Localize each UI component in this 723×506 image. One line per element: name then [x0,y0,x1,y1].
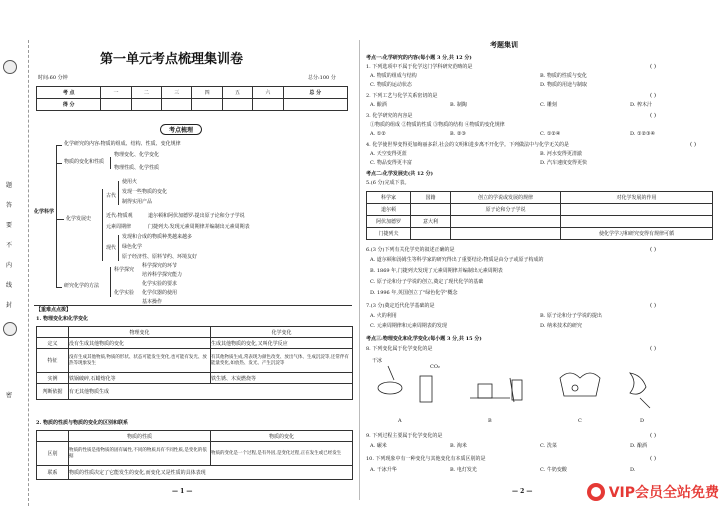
property-table [36,430,353,480]
key-point-title: 1. 物理变化和化学变化 [36,316,88,322]
question: 3. 化学研究的内容是 [366,113,413,119]
mindmap-node: 科学探究的环节 [142,263,178,269]
option[interactable]: C. 元素周期律和元素周期表的发现 [370,323,447,329]
option[interactable]: B. 电灯发光 [450,467,477,473]
table-cell: 道尔顿 [367,204,411,216]
option[interactable]: B. 制陶 [450,102,467,108]
table-cell: 阿伏加德罗 [367,216,411,228]
left-page [0,0,359,506]
mindmap-node: 化学实验的要求 [142,281,178,287]
score-input-cell[interactable] [192,99,222,111]
score-cell: 考 点 [37,87,101,99]
option[interactable]: A. 天空变得更蓝 [370,151,407,157]
table-cell[interactable] [411,204,451,216]
score-table [36,86,348,111]
score-cell: 三 [162,87,192,99]
question: 1. 下列选项中不属于化学这门学科研究范畴的是 [366,64,473,70]
table-header: 创立的学说或发展的规律 [451,192,561,204]
score-cell: 一 [101,87,131,99]
watermark-text: VIP会员全站免费 [608,485,719,501]
figure-sublabel: 干冰 [372,358,383,364]
binding-char: 不 [6,242,13,249]
answer-paren[interactable]: ( ) [650,433,657,439]
table-cell: 区别 [37,442,69,466]
binding-margin [0,40,29,506]
table-header: 物质的变化 [211,431,353,442]
binding-hole-icon [3,60,17,74]
question: 2. 下列工艺与化学关系密切的是 [366,93,438,99]
table-cell: 门捷列夫 [367,228,411,240]
option[interactable]: A. 物质的组成与结构 [370,73,417,79]
time-label: 时间:60 分钟 [38,75,68,81]
change-table [36,326,353,400]
total-score-label: 总分:100 分 [308,75,336,81]
binding-char: 密 [6,392,13,399]
option[interactable]: C. 物品变得更丰富 [370,160,412,166]
binding-char: 答 [6,202,13,209]
score-input-cell[interactable] [253,99,283,111]
option[interactable]: D. [630,467,636,473]
page-number: — 2 — [512,488,533,495]
table-cell: 没有生成其他物质,物质的形状、状态可能发生变化,也可能有发光、放热等现象发生 [69,349,211,373]
mindmap-node: 门捷列夫:发现元素周期律并编制出元素周期表 [148,224,250,230]
score-cell: 六 [253,87,283,99]
figure-label[interactable]: D [640,418,645,424]
section-title: 考点二:化学发展史(共 12 分) [366,171,434,177]
answer-paren[interactable]: ( ) [650,247,657,253]
binding-char: 内 [6,262,13,269]
figure-label[interactable]: B [488,418,492,424]
mindmap-node: 物理性质、化学性质 [114,165,160,171]
binding-char: 线 [6,282,13,289]
table-header: 科学家 [367,192,411,204]
option[interactable]: C. 物质的运动状态 [370,82,412,88]
table-cell: 铁生锈、木炭燃烧等 [211,373,353,384]
section-title: 考点一:化学研究的内容(每小题 3 分,共 12 分) [366,55,472,61]
option[interactable]: C. ①②④ [540,131,561,137]
score-cell: 总 分 [283,87,347,99]
option[interactable]: B. 1869 年,门捷列夫发现了元素周期律并编制出元素周期表 [370,268,503,274]
key-points-heading: 【重难点点拨】 [36,307,72,313]
mindmap-node: 现代 [106,245,117,251]
mindmap-node: 物质的变化和性质 [64,159,105,165]
question: 6.(3 分)下列有关化学史的叙述正确的是 [366,247,455,253]
option[interactable]: C. 雕刻 [540,102,557,108]
answer-paren[interactable]: ( ) [650,113,657,119]
score-input-cell[interactable] [162,99,192,111]
question: 10. 下列现象中有一种变化与其他变化有本质区别的是 [366,456,486,462]
table-cell[interactable] [561,204,713,216]
binding-hole-icon [3,322,17,336]
mindmap-node: 原子经济性、原料节约、环境友好 [122,254,198,260]
table-cell: 实例 [37,373,69,384]
option[interactable]: B. ②③ [450,131,466,137]
table-cell: 物质的性质是指物质的固有属性,不同的物质具有不同性质,是变化的依据 [69,442,211,466]
table-cell[interactable] [451,216,561,228]
table-header: 对化学发展的作用 [561,192,713,204]
page-number: — 1 — [172,488,193,495]
mindmap-node: 化学研究的内容:物质的组成、结构、性质、变化规律 [64,141,181,147]
table-cell: 生成其他物质的变化,又叫化学反应 [211,338,353,349]
vip-logo-icon [587,483,605,501]
mindmap-node: 化学发展史 [66,216,92,222]
option[interactable]: C. 牛奶变酸 [540,467,567,473]
mindmap-root: 化学科学 [34,209,55,215]
option[interactable]: D. ①②③④ [630,131,655,137]
table-cell: 铁锅破碎,石蜡熔化等 [69,373,211,384]
section-header: 考题集训 [490,40,518,49]
option[interactable]: B. 物质的性质与变化 [540,73,587,79]
table-header: 化学变化 [211,327,353,338]
question: 8. 下列变化属于化学变化的是 [366,346,433,352]
history-table [366,191,713,240]
vip-watermark[interactable] [587,482,719,502]
table-cell[interactable] [451,228,561,240]
answer-paren[interactable]: ( ) [650,64,657,70]
table-cell: 没有生成其他物质的变化 [69,338,211,349]
mindmap-node: 近代:物质观 [106,213,133,219]
table-cell: 判断依据 [37,384,69,400]
figure-sublabel: CO₂ [430,364,440,370]
mind-map [34,135,354,305]
table-cell[interactable] [411,228,451,240]
table-cell: 意大利 [411,216,451,228]
mindmap-node: 古代 [106,193,117,199]
table-cell: 物质的变化是一个过程,是有外因,是变化过程,正在发生或已经发生 [211,442,353,466]
table-cell: 联系 [37,466,69,480]
option[interactable]: D. 酿酒 [630,443,648,449]
experiment-illustration-icon [370,358,670,418]
mindmap-node: 发现和合成的物质种类越来越多 [122,234,193,240]
mindmap-node: 元素周期律 [106,224,132,230]
table-cell: 定义 [37,338,69,349]
table-header: 国籍 [411,192,451,204]
mindmap-node: 绿色化学 [122,244,143,250]
score-cell: 二 [131,87,161,99]
table-cell: 使化学学习和研究变得有规律可循 [561,228,713,240]
score-cell: 得 分 [37,99,101,111]
score-input-cell[interactable] [283,99,347,111]
answer-paren[interactable]: ( ) [650,346,657,352]
question: 5.(6 分)完成下表。 [366,180,410,186]
right-page [360,0,723,506]
score-input-cell[interactable] [222,99,252,111]
table-header [37,431,69,442]
mindmap-node: 发现一些物质的变化 [122,189,168,195]
option[interactable]: D. 纳米技术的研究 [540,323,583,329]
key-point-title: 2. 物质的性质与物质的变化的区别和联系 [36,420,128,426]
binding-char: 要 [6,222,13,229]
answer-paren[interactable]: ( ) [650,303,657,309]
option[interactable]: C. 洗菜 [540,443,557,449]
table-header: 物质的性质 [69,431,211,442]
mindmap-node: 科学探究 [114,267,135,273]
table-cell: 有无其他物质生成 [69,384,353,400]
table-cell: 物质的性质决定了它能发生的变化,而变化又是性质的具体表现 [69,466,353,480]
answer-paren[interactable]: ( ) [650,93,657,99]
option[interactable]: A. 碾米 [370,443,387,449]
score-input-cell[interactable] [131,99,161,111]
table-cell: 特征 [37,349,69,373]
score-cell: 四 [192,87,222,99]
mindmap-node: 培养科学探究能力 [142,272,183,278]
binding-char: 封 [6,302,13,309]
mindmap-node: 化学仪器的使用 [142,290,178,296]
option[interactable]: B. 河水变得更清澈 [540,151,582,157]
mindmap-node: 道尔顿和阿伏加德罗:提出原子论和分子学说 [148,213,245,219]
option[interactable]: D. 榨木汁 [630,102,653,108]
mindmap-node: 化学实验 [114,290,135,296]
mindmap-node: 使用火 [122,179,138,185]
option[interactable]: B. 淘米 [450,443,467,449]
option[interactable]: C. 原子论和分子学说的创立,奠定了现代化学的基础 [370,279,484,285]
figure-label[interactable]: C [578,418,582,424]
section-pill: 考点梳理 [160,124,202,135]
table-cell[interactable] [561,216,713,228]
question: 4. 化学使世界变得更加绚丽多彩,社会的文明和进步离不开化学。下列做法中与化学无关的是 [366,142,569,148]
page-title: 第一单元考点梳理集训卷 [100,52,244,67]
section-title: 考点三:物理变化和化学变化(每小题 3 分,共 15 分) [366,336,482,342]
mindmap-node: 研究化学的方法 [64,283,100,289]
binding-char: 题 [6,182,13,189]
option[interactable]: A. 酿酒 [370,102,387,108]
mindmap-node: 物理变化、化学变化 [114,152,160,158]
answer-paren[interactable]: ( ) [690,142,697,148]
question: 9. 下列过程主要属于化学变化的是 [366,433,443,439]
option[interactable]: D. 1996 年,英国创立了"绿色化学"概念 [370,290,458,296]
option[interactable]: D. 物质的用途与制取 [540,82,588,88]
mindmap-node: 基本操作 [142,299,163,305]
mindmap-node: 制得实用产品 [122,199,153,205]
question: 7.(3 分)奠定近代化学基础的是 [366,303,435,309]
figure-label[interactable]: A [398,418,402,424]
option[interactable]: B. 原子论和分子学说的提出 [540,313,602,319]
option[interactable]: A. 道尔顿和汤姆生等科学家的研究得出了重要结论:物质是由分子或原子构成的 [370,257,544,263]
option[interactable]: A. 干冰升华 [370,467,397,473]
score-input-cell[interactable] [101,99,131,111]
option[interactable]: D. 汽车速度变得更快 [540,160,588,166]
score-cell: 五 [222,87,252,99]
table-header: 物理变化 [69,327,211,338]
option[interactable]: A. 火的利用 [370,313,397,319]
question-note: ①物质的组成 ②物质的性质 ③物质的结构 ④物质的变化规律 [370,122,505,128]
table-header [37,327,69,338]
table-cell: 有其他物质生成,常表现为颜色改变、放出气体、生成沉淀等,还常伴有能量变化,如放热、发光、产生沉淀等 [211,349,353,373]
experiment-figures [370,358,670,428]
answer-paren[interactable]: ( ) [650,456,657,462]
table-cell: 原子论和分子学说 [451,204,561,216]
option[interactable]: A. ①② [370,131,386,137]
